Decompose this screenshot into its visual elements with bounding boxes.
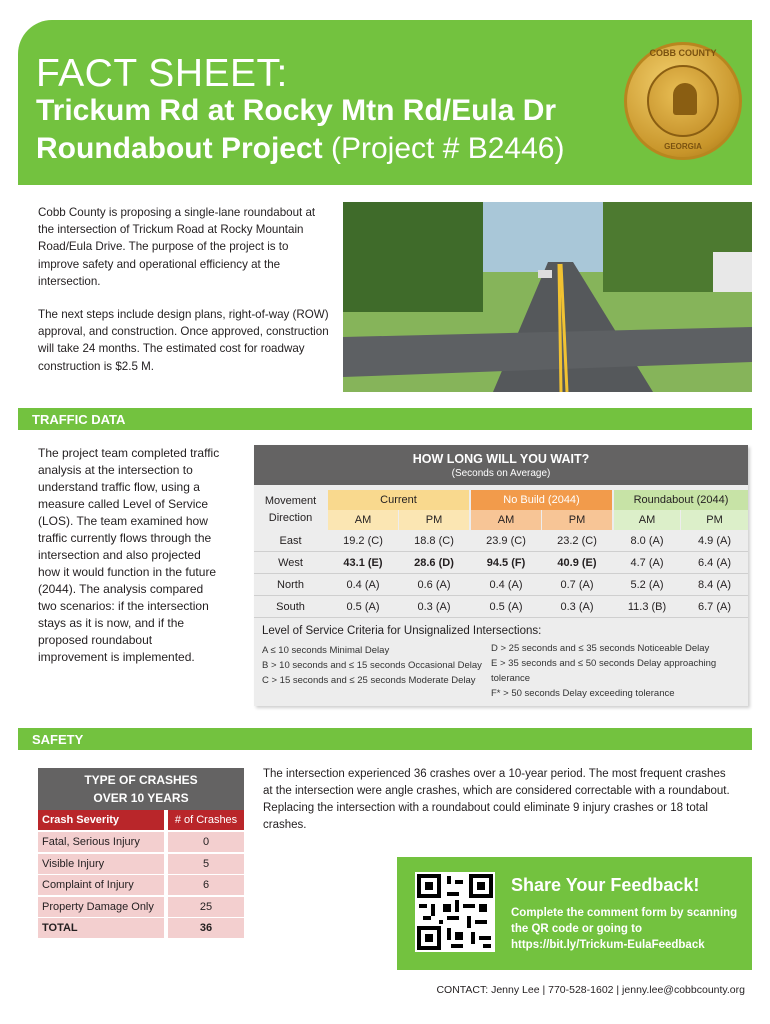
- current-am-header: AM: [328, 510, 398, 530]
- intro-paragraph-2: The next steps include design plans, right-of-way (ROW) approval, and construction. Once approved, construction will take 24 months. The estimated cost for roadway construction is $2.5 M.: [38, 308, 329, 373]
- seal-text-top: COBB COUNTY: [649, 48, 717, 58]
- feedback-text: Complete the comment form by scanning the QR code or going to https://bit.ly/Trickum-EulaFeedback: [511, 907, 738, 951]
- crash-column-headers: [38, 810, 244, 831]
- los-criteria-right: [491, 641, 716, 701]
- crash-severity-cell: Fatal, Serious Injury: [38, 832, 164, 852]
- wait-value-cell: 28.6 (D): [414, 557, 454, 569]
- group-no-build: No Build (2044): [471, 490, 612, 510]
- roundabout-pm-header: PM: [681, 510, 748, 530]
- wait-value-cell: 0.3 (A): [560, 601, 594, 613]
- los-d: D > 25 seconds and ≤ 35 seconds Noticeable Delay: [491, 643, 710, 654]
- crash-title-1: TYPE OF CRASHES: [84, 773, 198, 787]
- wait-value-cell: 19.2 (C): [343, 535, 383, 547]
- qr-code-graphic: [415, 872, 495, 952]
- seal-inner: [647, 65, 719, 137]
- project-number: (Project # B2446): [331, 132, 565, 165]
- intro-paragraph-1: Cobb County is proposing a single-lane roundabout at the intersection of Trickum Road at Rocky Mountain Road/Eula Drive. The purpose of the project is to improve safety and operational efficiency at the intersection.: [38, 206, 316, 288]
- los-a: A ≤ 10 seconds Minimal Delay: [262, 645, 390, 656]
- title-line-1: Trickum Rd at Rocky Mtn Rd/Eula Dr: [36, 94, 557, 127]
- wait-value-cell: 0.5 (A): [346, 601, 380, 613]
- fact-sheet-label: FACT SHEET:: [36, 52, 288, 95]
- wait-value-cell: 0.7 (A): [560, 579, 594, 591]
- wait-value-cell: 0.4 (A): [489, 579, 523, 591]
- crash-count-cell: 36: [168, 918, 244, 938]
- los-e-cont: tolerance: [491, 673, 531, 684]
- wait-value-cell: 5.2 (A): [630, 579, 664, 591]
- nobuild-pm-header: PM: [542, 510, 612, 530]
- row-divider: [254, 551, 748, 552]
- bell-icon: [673, 83, 697, 115]
- safety-description: The intersection experienced 36 crashes over a 10-year period. The most frequent crashes at the intersection were angle crashes, which are considered correctable with a roundabout. Replacing the intersection with a roundabout could eliminate 9 injury crashes or 18 total crashes.: [263, 768, 730, 831]
- wait-value-cell: 4.7 (A): [630, 557, 664, 569]
- wait-value-cell: 0.6 (A): [417, 579, 451, 591]
- wait-value-cell: 18.8 (C): [414, 535, 454, 547]
- direction-label: Direction: [268, 512, 313, 524]
- intersection-photo: [343, 202, 752, 392]
- traffic-description: The project team completed traffic analysis at the intersection to understand traffic flow, using a measure called Level of Service (LOS). The team examined how traffic currently flows through the intersection and also projected how it would function in the future (2044). The analysis compared two scenarios: if the intersection stays as it is now, and if the proposed roundabout improvement is implemented.: [38, 446, 220, 664]
- row-divider: [254, 573, 748, 574]
- crash-severity-cell: Property Damage Only: [38, 897, 164, 917]
- crash-table: [38, 768, 244, 940]
- wait-table-title: HOW LONG WILL YOU WAIT?: [412, 452, 590, 466]
- wait-table-subtitle: (Seconds on Average): [451, 468, 551, 479]
- wait-value-cell: 11.3 (B): [627, 601, 667, 613]
- wait-value-cell: 23.9 (C): [486, 535, 526, 547]
- movement-label: Movement: [264, 495, 317, 507]
- crash-row: [38, 832, 244, 853]
- row-divider: [254, 617, 748, 618]
- current-pm-header: PM: [399, 510, 469, 530]
- contact-line: CONTACT: Jenny Lee | 770-528-1602 | jenny.lee@cobbcounty.org: [436, 984, 745, 996]
- nobuild-am-header: AM: [471, 510, 541, 530]
- los-e: E > 35 seconds and ≤ 50 seconds Delay approaching: [491, 658, 717, 669]
- wait-value-cell: 0.3 (A): [417, 601, 451, 613]
- wait-value-cell: 6.7 (A): [697, 601, 731, 613]
- crash-title-2: OVER 10 YEARS: [93, 791, 189, 805]
- wait-value-cell: 0.4 (A): [346, 579, 380, 591]
- los-criteria-title: Level of Service Criteria for Unsignalized Intersections:: [262, 625, 542, 637]
- group-current: Current: [328, 490, 469, 510]
- title-line-2: [36, 132, 564, 166]
- direction-cell: East: [279, 535, 302, 547]
- wait-value-cell: 8.0 (A): [630, 535, 664, 547]
- county-seal-logo: [624, 42, 742, 160]
- crash-row: [38, 854, 244, 875]
- safety-bar: SAFETY: [18, 728, 752, 750]
- los-criteria-left: [262, 643, 482, 688]
- seal-text-bottom: GEORGIA: [664, 142, 702, 151]
- traffic-data-bar: TRAFFIC DATA: [18, 408, 752, 430]
- header-banner: [18, 20, 752, 185]
- road-photo-illustration: [343, 202, 752, 392]
- wait-value-cell: 43.1 (E): [343, 557, 383, 569]
- crash-row: [38, 875, 244, 896]
- crash-count-cell: 5: [168, 854, 244, 874]
- crash-severity-cell: Visible Injury: [38, 854, 164, 874]
- feedback-title: Share Your Feedback!: [511, 875, 700, 895]
- feedback-box: [397, 857, 752, 970]
- direction-cell: North: [277, 579, 304, 591]
- los-c: C > 15 seconds and ≤ 25 seconds Moderate Delay: [262, 675, 476, 686]
- crash-severity-cell: TOTAL: [38, 918, 164, 938]
- wait-value-cell: 6.4 (A): [697, 557, 731, 569]
- movement-direction-header: [254, 490, 327, 530]
- crash-count-header: # of Crashes: [168, 810, 244, 830]
- wait-value-cell: 0.5 (A): [489, 601, 523, 613]
- roundabout-am-header: AM: [614, 510, 680, 530]
- crash-table-header: [38, 768, 244, 810]
- wait-table-header: [254, 445, 748, 485]
- crash-severity-header: Crash Severity: [38, 810, 164, 830]
- wait-value-cell: 94.5 (F): [486, 557, 526, 569]
- title-bold: Roundabout Project: [36, 132, 323, 165]
- crash-row: [38, 897, 244, 918]
- row-divider: [254, 595, 748, 596]
- crash-count-cell: 0: [168, 832, 244, 852]
- group-roundabout: Roundabout (2044): [614, 490, 748, 510]
- crash-row: [38, 918, 244, 939]
- wait-time-table: [254, 445, 748, 706]
- qr-code[interactable]: [415, 872, 495, 952]
- crash-count-cell: 6: [168, 875, 244, 895]
- los-b: B > 10 seconds and ≤ 15 seconds Occasional Delay: [262, 660, 482, 671]
- crash-count-cell: 25: [168, 897, 244, 917]
- los-f: F* > 50 seconds Delay exceeding tolerance: [491, 688, 675, 699]
- crash-severity-cell: Complaint of Injury: [38, 875, 164, 895]
- wait-value-cell: 40.9 (E): [557, 557, 597, 569]
- wait-value-cell: 4.9 (A): [697, 535, 731, 547]
- wait-value-cell: 23.2 (C): [557, 535, 597, 547]
- direction-cell: West: [278, 557, 303, 569]
- direction-cell: South: [276, 601, 305, 613]
- wait-value-cell: 8.4 (A): [697, 579, 731, 591]
